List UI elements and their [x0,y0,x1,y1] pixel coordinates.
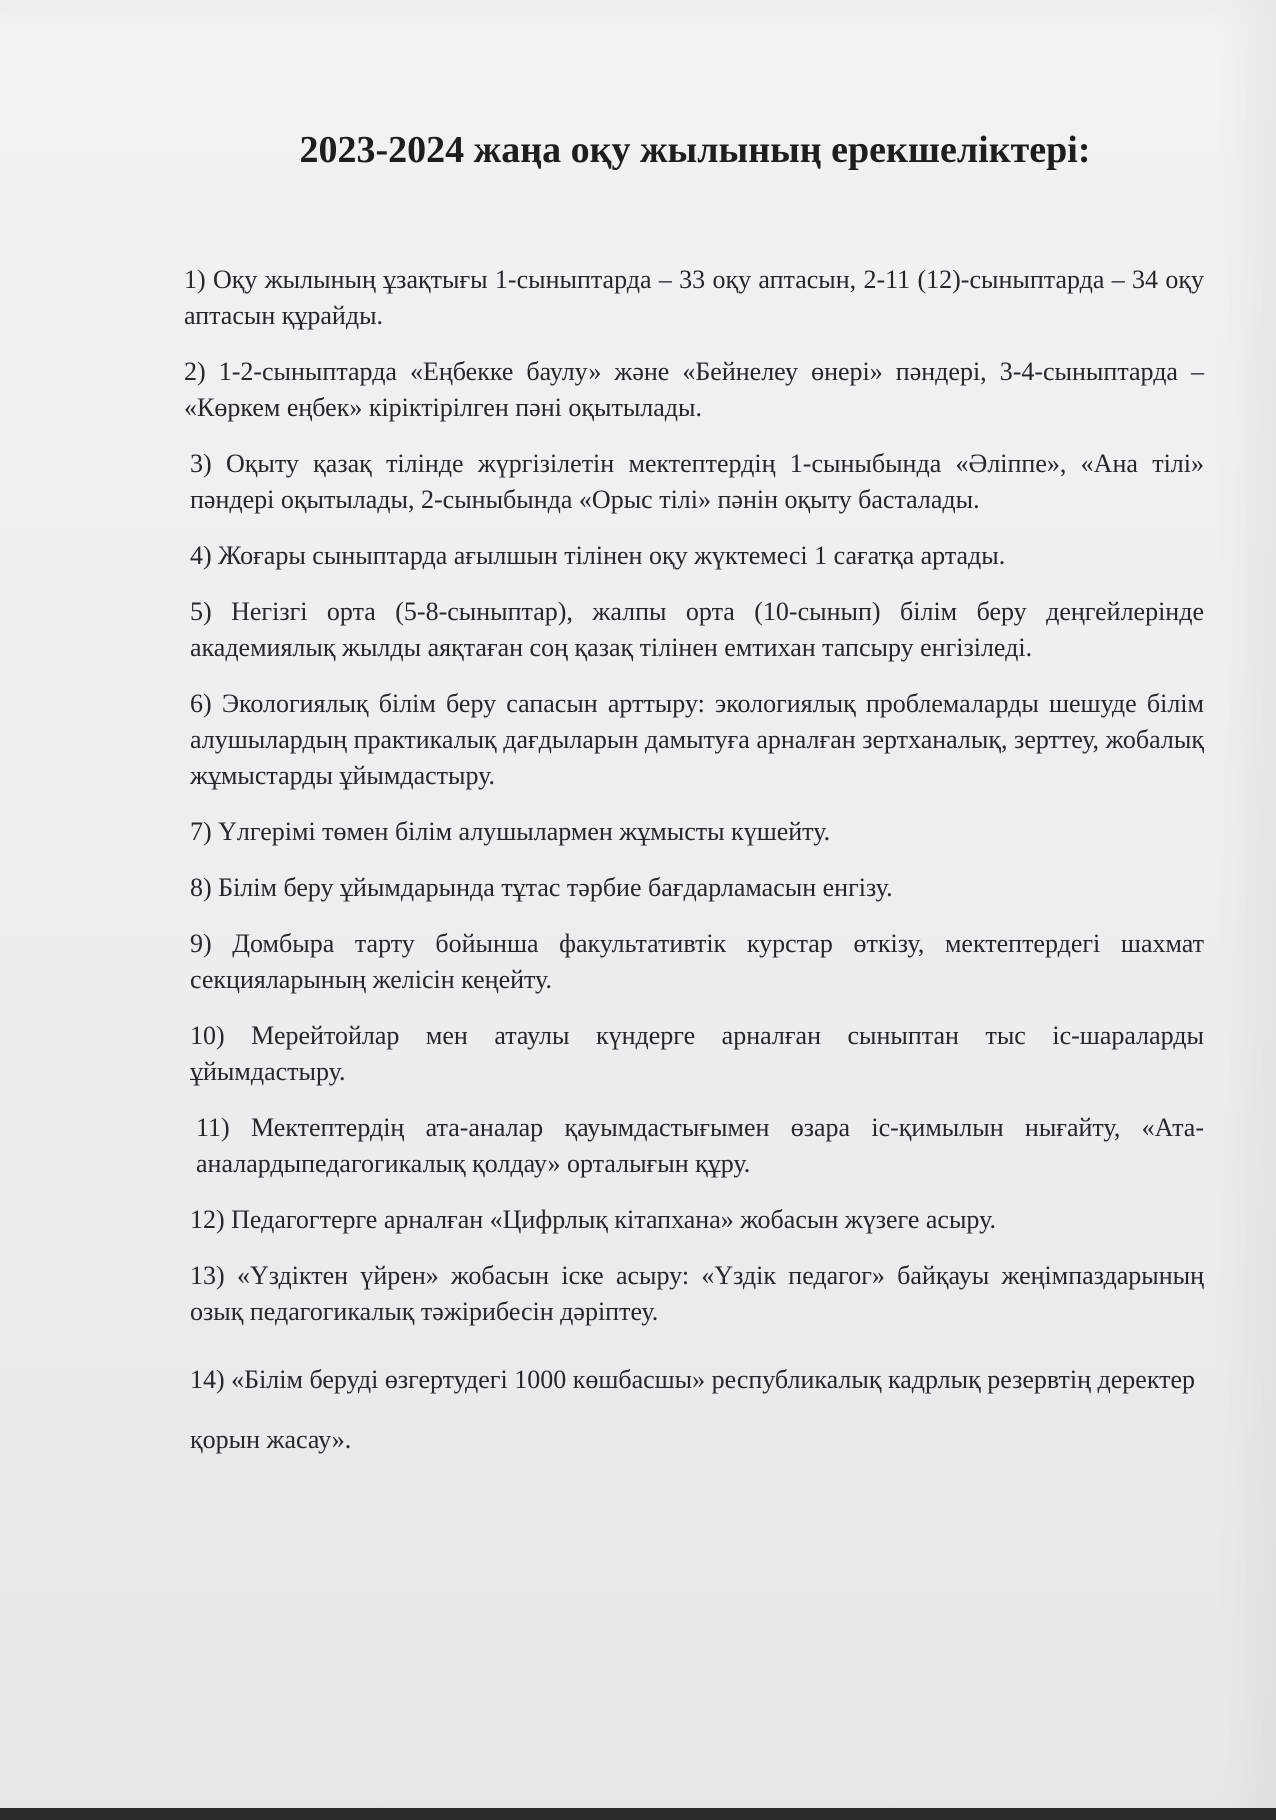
list-item: 7) Үлгерімі төмен білім алушылармен жұмысты күшейту. [190,817,831,846]
list-item: 13) «Үздіктен үйрен» жобасын іске асыру: «Үздік педагог» байқауы жеңімпаздарының озық педагогикалық тәжірибесін дәріптеу. [190,1261,1204,1326]
list-item: 6) Экологиялық білім беру сапасын арттыру: экологиялық проблемаларды шешуде білім алушылардың практикалық дағдыларын дамытуға арналған зертханалық, зерттеу, жобалық жұмыстарды ұйымдастыру. [190,689,1204,790]
list-item: 14) «Білім беруді өзгертудегі 1000 көшбасшы» республикалық кадрлық резервтің деректер қорын жасау». [190,1365,1196,1454]
list-item: 8) Білім беру ұйымдарында тұтас тәрбие бағдарламасын енгізу. [190,873,893,902]
list-item: 1) Оқу жылының ұзақтығы 1-сыныптарда – 33 оқу аптасын, 2-11 (12)-сыныптарда – 34 оқу аптасын құрайды. [184,265,1204,330]
list-item: 4) Жоғары сыныптарда ағылшын тілінен оқу жүктемесі 1 сағатқа артады. [190,541,1006,570]
document-title: 2023-2024 жаңа оқу жылының ерекшеліктері: [299,129,1091,171]
list-item: 9) Домбыра тарту бойынша факультативтік курстар өткізу, мектептердегі шахмат секцияларының желісін кеңейту. [190,929,1204,994]
list-item: 5) Негізгі орта (5-8-сыныптар), жалпы орта (10-сынып) білім беру деңгейлерінде академиялық жылды аяқтаған соң қазақ тілінен емтихан тапсыру енгізіледі. [190,597,1204,662]
list-item: 11) Мектептердің ата-аналар қауымдастығымен өзара іс-қимылын нығайту, «Ата-аналардыпедагогикалық қолдау» орталығын құру. [196,1113,1204,1178]
item-list [184,262,1204,1490]
list-item: 3) Оқыту қазақ тілінде жүргізілетін мектептердің 1-сыныбында «Әліппе», «Ана тілі» пәндері оқытылады, 2-сыныбында «Орыс тілі» пәнін оқыту басталады. [190,449,1204,514]
list-item: 10) Мерейтойлар мен атаулы күндерге арналған сыныптан тыс іс-шараларды ұйымдастыру. [190,1021,1204,1086]
list-item: 2) 1-2-сыныптарда «Еңбекке баулу» және «Бейнелеу өнері» пәндері, 3-4-сыныптарда – «Көркем еңбек» кіріктірілген пәні оқытылады. [184,357,1204,422]
table-surface-edge [0,1808,1276,1820]
list-item: 12) Педагогтерге арналған «Цифрлық кітапхана» жобасын жүзеге асыру. [190,1205,996,1234]
